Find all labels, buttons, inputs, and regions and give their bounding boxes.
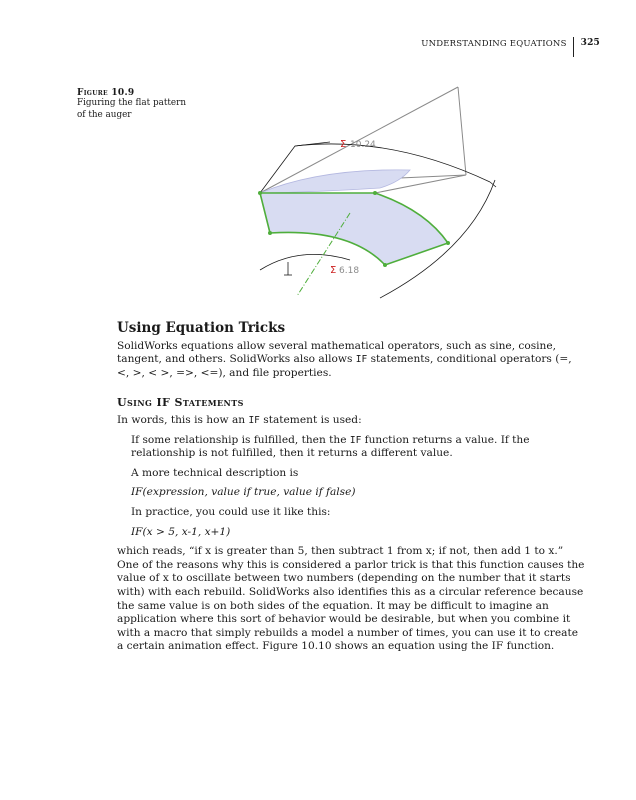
main-content <box>117 322 587 654</box>
flat-pattern <box>260 193 448 265</box>
inline-code: IF <box>355 354 368 366</box>
running-head <box>421 37 600 57</box>
vertex-point <box>268 231 272 235</box>
quote-paragraph-1 <box>131 434 587 461</box>
dimension-value-upper: 10.24 <box>350 140 376 150</box>
dimension-value-lower: 6.18 <box>339 266 360 276</box>
auger-drawing <box>240 80 510 305</box>
quote-paragraph-3: In practice, you could use it like this: <box>131 505 331 518</box>
vertex-point <box>446 241 450 245</box>
intro-text: SolidWorks equations allow several mathematical operators, such as sine, cosine, tangent, and others. SolidWorks also allows <box>117 339 557 366</box>
subsection-heading: Using IF Statements <box>117 396 244 410</box>
dimension-line-lower <box>260 254 350 270</box>
sigma-symbol-upper: Σ <box>340 139 347 150</box>
caption-line-1: Figuring the flat pattern <box>77 98 186 108</box>
header-divider <box>573 37 574 57</box>
vertex-point <box>383 263 387 267</box>
intro-text-cont: statements, conditional operators (=, <, >, < >, =>, <=), and file properties. <box>117 353 572 379</box>
if-syntax: IF(expression, value if true, value if false) <box>131 486 356 499</box>
subsection-text-cont: statement is used: <box>259 413 362 426</box>
quote-text-cont: function returns a value. If the relationship is not fulfilled, then it returns a different value. <box>131 433 530 460</box>
intro-paragraph <box>117 340 587 381</box>
quote-text: If some relationship is fulfilled, then the <box>131 433 350 446</box>
section-heading: Using Equation Tricks <box>117 320 286 336</box>
if-example: IF(x > 5, x-1, x+1) <box>131 525 231 538</box>
sigma-symbol-lower: Σ <box>330 265 337 276</box>
subsection-text: In words, this is how an <box>117 413 249 426</box>
vertex-point <box>258 191 262 195</box>
page-number: 325 <box>580 38 600 48</box>
caption-line-2: of the auger <box>77 109 132 120</box>
inline-code: IF <box>248 414 260 426</box>
figure-label: Figure 10.9 <box>77 88 135 98</box>
figure-caption <box>77 88 197 121</box>
final-paragraph: which reads, “if x is greater than 5, then subtract 1 from x; if not, then add 1 to x.” One of the reasons why this is considered a parlor trick is that this function causes the value of x to oscillate between two numbers (depending on the number that it starts with) with each rebuild. SolidWorks also identifies this as a circular reference because the same value is on both sides of the equation. It may be difficult to imagine an application where this sort of behavior would be desirable, but when you combine it with a macro that simply rebuilds a model a number of times, you can use it to create a certain animation effect. Figure 10.10 shows an equation using the IF function. <box>117 545 585 653</box>
auger-flat-pattern-figure <box>240 80 510 305</box>
vertex-point <box>373 191 377 195</box>
subsection-paragraph <box>117 414 587 428</box>
chapter-title: UNDERSTANDING EQUATIONS <box>421 39 567 49</box>
construction-line <box>458 87 466 175</box>
inline-code: IF <box>349 434 362 446</box>
quote-paragraph-2: A more technical description is <box>131 466 299 479</box>
